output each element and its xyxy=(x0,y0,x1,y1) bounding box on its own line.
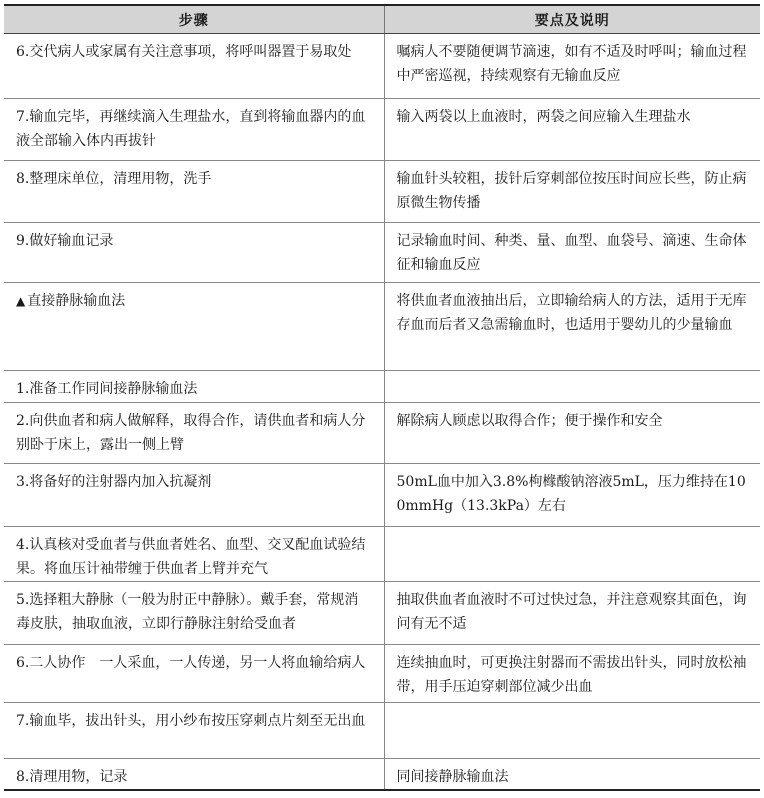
table-row xyxy=(4,645,760,703)
note-cell: 嘱病人不要随便调节滴速，如有不适及时呼叫；输血过程中严密巡视，持续观察有无输血反应 xyxy=(384,34,760,99)
step-cell: 8.清理用物，记录 xyxy=(4,759,384,791)
table-row xyxy=(4,283,760,371)
step-cell: 7.输血毕，拔出针头，用小纱布按压穿刺点片刻至无出血 xyxy=(4,703,384,759)
note-cell: 解除病人顾虑以取得合作；便于操作和安全 xyxy=(384,403,760,464)
table-row xyxy=(4,527,760,582)
step-cell: 6.交代病人或家属有关注意事项，将呼叫器置于易取处 xyxy=(16,44,352,60)
table-row xyxy=(4,223,760,283)
note-cell: 同间接静脉输血法 xyxy=(384,759,760,791)
step-cell: 2.向供血者和病人做解释，取得合作，请供血者和病人分别卧于床上，露出一侧上臂 xyxy=(4,403,384,464)
note-cell: 输血针头较粗，拔针后穿刺部位按压时间应长些，防止病原微生物传播 xyxy=(384,161,760,223)
table-row xyxy=(4,464,760,527)
step-cell: 7.输血完毕，再继续滴入生理盐水，直到将输血器内的血液全部输入体内再拔针 xyxy=(4,99,384,161)
step-cell: 9.做好输血记录 xyxy=(4,223,384,283)
table-row xyxy=(4,161,760,223)
procedure-table xyxy=(4,4,760,791)
table-row xyxy=(4,371,760,403)
table-row xyxy=(4,99,760,161)
step-cell: 1.准备工作同间接静脉输血法 xyxy=(4,371,384,403)
note-cell xyxy=(384,371,760,403)
note-cell xyxy=(384,527,760,582)
table-row xyxy=(4,34,760,99)
note-cell: 50mL血中加入3.8%枸橼酸钠溶液5mL，压力维持在100mmHg（13.3kPa）左右 xyxy=(384,464,760,527)
triangle-icon: ▲ xyxy=(16,294,26,308)
table-header-row xyxy=(4,5,760,34)
step-cell: 8.整理床单位，清理用物，洗手 xyxy=(4,161,384,223)
step-cell: 6.二人协作 一人采血，一人传递，另一人将血输给病人 xyxy=(4,645,384,703)
note-cell: 将供血者血液抽出后，立即输给病人的方法，适用于无库存血而后者又急需输血时，也适用于婴幼儿的少量输血 xyxy=(384,283,760,371)
section-title: 直接静脉输血法 xyxy=(27,293,126,309)
note-cell: 抽取供血者血液时不可过快过急，并注意观察其面色，询问有无不适 xyxy=(384,582,760,645)
note-cell: 连续抽血时，可更换注射器而不需拔出针头，同时放松袖带，用手压迫穿刺部位减少出血 xyxy=(384,645,760,703)
note-cell xyxy=(384,703,760,759)
header-notes: 要点及说明 xyxy=(384,5,760,34)
table-row xyxy=(4,403,760,464)
header-step: 步骤 xyxy=(4,5,384,34)
step-cell: 4.认真核对受血者与供血者姓名、血型、交叉配血试验结果。将血压计袖带缠于供血者上臂并充气 xyxy=(4,527,384,582)
note-cell: 输入两袋以上血液时，两袋之间应输入生理盐水 xyxy=(384,99,760,161)
note-cell: 记录输血时间、种类、量、血型、血袋号、滴速、生命体征和输血反应 xyxy=(384,223,760,283)
table-row xyxy=(4,703,760,759)
step-cell: 5.选择粗大静脉（一般为肘正中静脉）。戴手套，常规消毒皮肤，抽取血液，立即行静脉注射给受血者 xyxy=(4,582,384,645)
table-row xyxy=(4,582,760,645)
step-cell: 3.将备好的注射器内加入抗凝剂 xyxy=(4,464,384,527)
table-row xyxy=(4,759,760,791)
step-cell xyxy=(4,283,384,371)
